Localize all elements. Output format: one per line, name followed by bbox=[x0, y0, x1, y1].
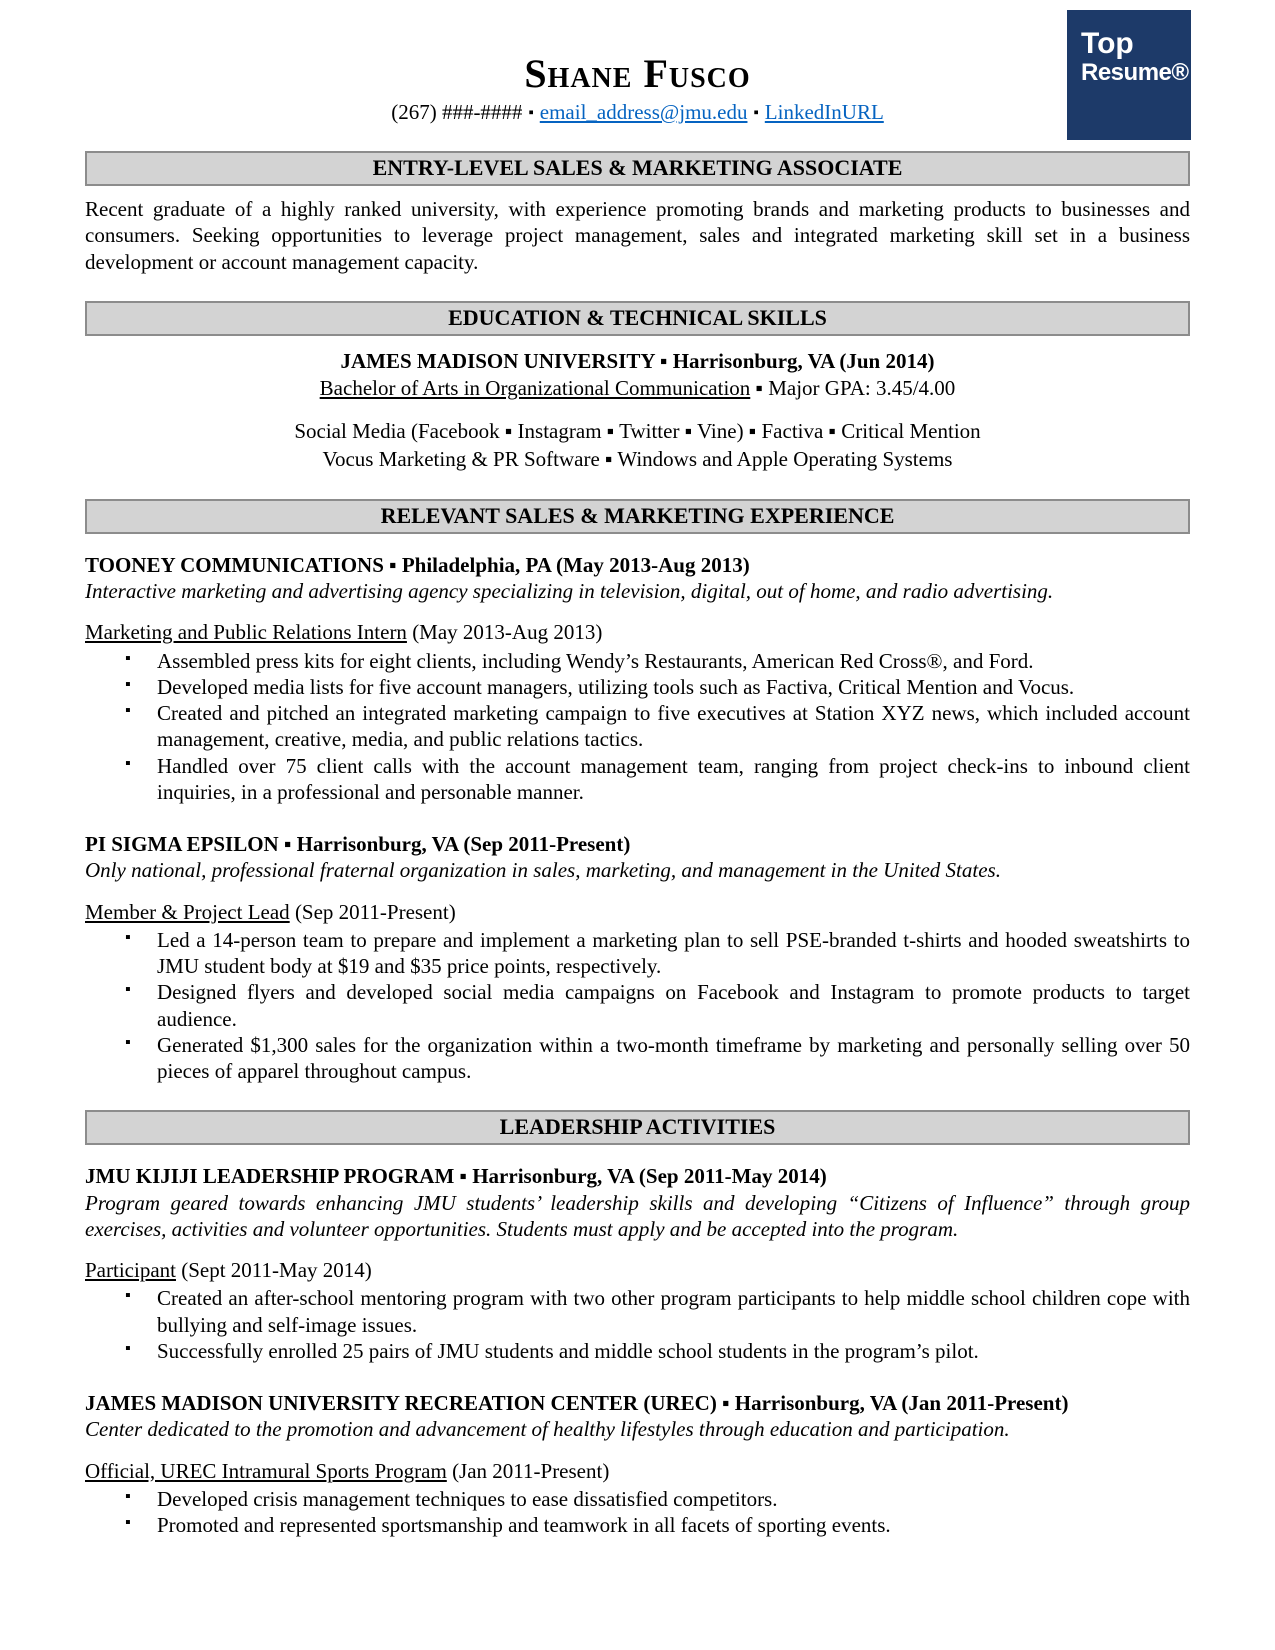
education-block bbox=[85, 348, 1190, 403]
bullet-item bbox=[85, 1338, 1190, 1364]
bullet-text: Led a 14-person team to prepare and implement a marketing plan to sell PSE-branded t-shirts and hooded sweatshirts to JMU student body at $19 and $35 price points, respectively. bbox=[157, 927, 1190, 979]
separator-icon: ▪ bbox=[528, 105, 534, 121]
role-line bbox=[85, 619, 1190, 645]
phone-number: (267) ###-#### bbox=[391, 100, 523, 124]
company-line: JMU KIJIJI LEADERSHIP PROGRAM ▪ Harrisonburg, VA (Sep 2011-May 2014) bbox=[85, 1164, 827, 1189]
role-title: Member & Project Lead bbox=[85, 899, 290, 924]
section-title: LEADERSHIP ACTIVITIES bbox=[499, 1114, 776, 1140]
degree-gpa: ▪ Major GPA: 3.45/4.00 bbox=[750, 376, 956, 401]
bullet-item bbox=[85, 927, 1190, 980]
section-title: ENTRY-LEVEL SALES & MARKETING ASSOCIATE bbox=[372, 155, 903, 180]
skills-line: Social Media (Facebook ▪ Instagram ▪ Twitter ▪ Vine) ▪ Factiva ▪ Critical Mention bbox=[294, 419, 981, 444]
logo-text-top: Top bbox=[1081, 27, 1134, 60]
bullet-list bbox=[85, 648, 1190, 806]
company-line: TOONEY COMMUNICATIONS ▪ Philadelphia, PA (May 2013-Aug 2013) bbox=[85, 552, 750, 577]
resume-header bbox=[85, 52, 1190, 125]
bullet-marker-icon: ▪ bbox=[125, 754, 131, 772]
separator-icon: ▪ bbox=[753, 105, 759, 121]
company-description: Interactive marketing and advertising agency specializing in television, digital, out of home, and radio advertising. bbox=[85, 579, 1054, 604]
job-entry bbox=[85, 1390, 1190, 1538]
section-header-experience bbox=[85, 499, 1190, 534]
contact-line bbox=[85, 100, 1190, 125]
bullet-marker-icon: ▪ bbox=[125, 1487, 131, 1505]
logo-text-resume: Resume® bbox=[1081, 59, 1189, 87]
email-link[interactable]: email_address@jmu.edu bbox=[539, 100, 748, 124]
summary-paragraph: Recent graduate of a highly ranked university, with experience promoting brands and marketing products to businesses and consumers. Seeking opportunities to leverage project management, sales and integrated marketing skill set in a business development or account management capacity. bbox=[85, 197, 1190, 274]
school-line: JAMES MADISON UNIVERSITY ▪ Harrisonburg, VA (Jun 2014) bbox=[340, 348, 935, 373]
role-title: Participant bbox=[85, 1258, 176, 1283]
role-dates: (Jan 2011-Present) bbox=[446, 1458, 610, 1483]
skills-block bbox=[85, 418, 1190, 473]
bullet-item bbox=[85, 979, 1190, 1032]
skills-line: Vocus Marketing & PR Software ▪ Windows and Apple Operating Systems bbox=[322, 446, 953, 471]
degree-line bbox=[85, 375, 1190, 402]
bullet-item bbox=[85, 1486, 1190, 1512]
role-line bbox=[85, 1458, 1190, 1484]
degree-title: Bachelor of Arts in Organizational Communication bbox=[319, 376, 751, 401]
role-dates: (Sept 2011-May 2014) bbox=[175, 1258, 372, 1283]
bullet-item bbox=[85, 1285, 1190, 1338]
bullet-text: Generated $1,300 sales for the organization within a two-month timeframe by marketing and personally selling over 50 pieces of apparel throughout campus. bbox=[157, 1032, 1190, 1084]
bullet-text: Successfully enrolled 25 pairs of JMU students and middle school students in the program’s pilot. bbox=[157, 1338, 979, 1363]
section-title: RELEVANT SALES & MARKETING EXPERIENCE bbox=[380, 502, 895, 528]
company-line: PI SIGMA EPSILON ▪ Harrisonburg, VA (Sep 2011-Present) bbox=[85, 832, 631, 857]
bullet-item bbox=[85, 1512, 1190, 1538]
section-header-education bbox=[85, 301, 1190, 336]
job-entry bbox=[85, 1163, 1190, 1364]
bullet-text: Created and pitched an integrated marketing campaign to five executives at Station XYZ news, which included account management, creative, media, and public relations tactics. bbox=[157, 701, 1190, 752]
candidate-name: Shane Fusco bbox=[524, 51, 751, 96]
company-line: JAMES MADISON UNIVERSITY RECREATION CENTER (UREC) ▪ Harrisonburg, VA (Jan 2011-Present) bbox=[85, 1391, 1069, 1416]
bullet-marker-icon: ▪ bbox=[125, 702, 131, 720]
bullet-marker-icon: ▪ bbox=[125, 1033, 131, 1051]
bullet-marker-icon: ▪ bbox=[125, 928, 131, 946]
bullet-marker-icon: ▪ bbox=[125, 1514, 131, 1532]
bullet-text: Promoted and represented sportsmanship and teamwork in all facets of sporting events. bbox=[157, 1513, 891, 1538]
bullet-marker-icon: ▪ bbox=[125, 649, 131, 667]
role-dates: (May 2013-Aug 2013) bbox=[406, 620, 603, 645]
bullet-marker-icon: ▪ bbox=[125, 1287, 131, 1305]
bullet-list bbox=[85, 1486, 1190, 1539]
company-description: Center dedicated to the promotion and advancement of healthy lifestyles through education and participation. bbox=[85, 1417, 1010, 1442]
linkedin-link[interactable]: LinkedInURL bbox=[764, 100, 884, 124]
bullet-text: Designed flyers and developed social media campaigns on Facebook and Instagram to promote products to target audience. bbox=[157, 980, 1190, 1031]
role-title: Official, UREC Intramural Sports Program bbox=[85, 1458, 447, 1483]
bullet-item bbox=[85, 648, 1190, 674]
company-description: Only national, professional fraternal organization in sales, marketing, and management in the United States. bbox=[85, 858, 1001, 883]
bullet-item bbox=[85, 674, 1190, 700]
bullet-text: Developed crisis management techniques to ease dissatisfied competitors. bbox=[157, 1486, 778, 1511]
bullet-text: Assembled press kits for eight clients, including Wendy’s Restaurants, American Red Cross®, and Ford. bbox=[157, 648, 1034, 673]
job-entry bbox=[85, 831, 1190, 1084]
role-line bbox=[85, 1257, 1190, 1283]
bullet-text: Handled over 75 client calls with the account management team, ranging from project check-ins to inbound client inquiries, in a professional and personable manner. bbox=[157, 753, 1190, 804]
role-dates: (Sep 2011-Present) bbox=[289, 899, 456, 924]
bullet-text: Created an after-school mentoring program with two other program participants to help middle school children cope with bullying and self-image issues. bbox=[157, 1286, 1190, 1337]
bullet-marker-icon: ▪ bbox=[125, 1339, 131, 1357]
bullet-list bbox=[85, 1285, 1190, 1364]
job-entry bbox=[85, 552, 1190, 805]
section-title: EDUCATION & TECHNICAL SKILLS bbox=[448, 304, 827, 330]
section-header-objective bbox=[85, 151, 1190, 186]
bullet-marker-icon: ▪ bbox=[125, 675, 131, 693]
role-line bbox=[85, 899, 1190, 925]
topresume-logo bbox=[1067, 10, 1191, 140]
role-title: Marketing and Public Relations Intern bbox=[85, 620, 407, 645]
bullet-marker-icon: ▪ bbox=[125, 981, 131, 999]
bullet-item bbox=[85, 700, 1190, 753]
bullet-item bbox=[85, 753, 1190, 806]
bullet-item bbox=[85, 1032, 1190, 1085]
section-header-leadership bbox=[85, 1110, 1190, 1145]
bullet-text: Developed media lists for five account managers, utilizing tools such as Factiva, Critical Mention and Vocus. bbox=[157, 674, 1075, 699]
bullet-list bbox=[85, 927, 1190, 1085]
company-description: Program geared towards enhancing JMU students’ leadership skills and developing “Citizens of Influence” through group exercises, activities and volunteer opportunities. Students must apply and be accepted into the program. bbox=[85, 1190, 1190, 1241]
